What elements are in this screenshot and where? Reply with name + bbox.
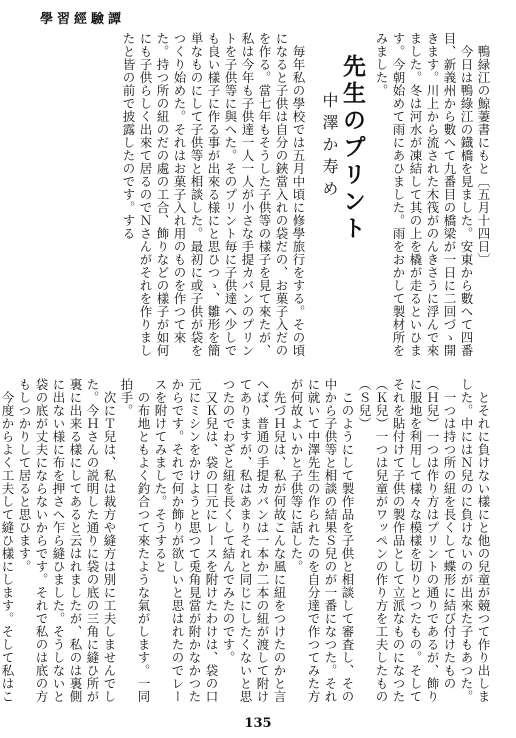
article-author: 中澤か寿め [320,92,339,202]
running-head: 學習經驗譚 [40,12,126,27]
page-number: 135 [244,716,272,731]
diary-heading: 鴨緑江の鯨萋書にもと〔五月十四日〕 [476,44,491,266]
lower-text-block [0,378,492,708]
article-paragraph: 次にＴ兒は、私は裁方や縫方は別に工夫しませんでした。今Ｈさんの説明した通りに袋の底の三角に縫ひ所が裏に出来る樣にしてあると云はれましたが、私のは裏側に出ない様に布を押さへ乍ら縫ひました。そうしないと袋の底が丈夫にならないからです。それで私のは底の方もしつかりして居ると思ひます。 [17,378,117,703]
article-paragraph: 毎年私の學校では五月中頃に修學旅行をする。その頃になると子供は自分の鋏當入れの袋だの、お菓子入だのを作る。當七年もそうした子供等の樣子を見て來たが、私は今年も子供達一人一人が小さな手提カバンのプリントを子供等に與へた。そのプリント毎に子供達へ少しでも良い樣子に作る事が出來る様にと思ひつゝ、雛形を簡単なものにして子供等と相談した。最初に或子供が袋をつくり始めた。それはお菓子入れ用のものを作つて來た。持つ所の紐のだの處の工合、飾りなどの樣子が如何にも子供らしく出來て居るのでＮさんがそれを作りましたと皆の前で披露したのです。する [121,32,306,357]
article-header [320,32,366,243]
article-paragraph: 又Ｋ兒は、袋の口元にレースを附けたわけは、袋の口元にミシンをかけようと思つて兎角見當が附かなかつたからです。それで何か飾りが欲しいと思はれたのでレースを附けてみました。そうすると [153,378,219,703]
article-title: 先生のプリント [339,54,366,243]
diary-paragraph: 今日は鴨綠江の鐡橋を見ました。安東から數へて四番目、新義州から數へて九番目の橋梁が一日に二回づゝ開きます。川上から流された木筏がのんきさうに浮んで來ました。冬は河水が凍結して其の上を橇が走るといひます。今朝始めて雨にあひました。雨をおかして製材所をみました。 [374,32,474,357]
article-paragraph: このようにして製作品を子供と相談して審査し、その中から子供等と相談の結果Ｓ兒のが一番になつた。それに就いて中澤先生の作られたのを自分達で作つてみた方が何故よいかと子供等に話した。 [289,378,355,703]
article-paragraph: 先づＨ兒は、私が何故こんな風に紐をつけたのかと言へば、普通の手提カバンは一本か二本の紐が渡して附けてありますが、私はあまりそれと同じにしたくないと思つたのでわざと紐を長くして結んでみたのです。 [221,378,287,703]
upper-text-block [24,32,492,362]
article-paragraph: の布地ともよく釣合つて來たような氣がします。一同拍手。 [119,378,151,703]
article-paragraph: とそれに負けない樣にと他の兒童が競つて作り出しました。中にはＮ兒のに負けないのが出來た子もあつた。 [459,378,491,703]
article-paragraph: 一つは持つ所の紐を長くして蝶形に結び付けたもの（Ｈ兒）一つは作り方はプリントの通りであるが、飾りに服地を利用して樣々な模樣を切りとつたもの。そしてそれを貼付けて子供の製作品として立派なものになつた（Ｋ兒）一つは兒童がワッペンの作り方を工夫したもの（Ｓ兒） [357,378,457,703]
article-paragraph: 今度からよく工夫して縫ひ樣にします。そして私はこ [0,390,15,703]
